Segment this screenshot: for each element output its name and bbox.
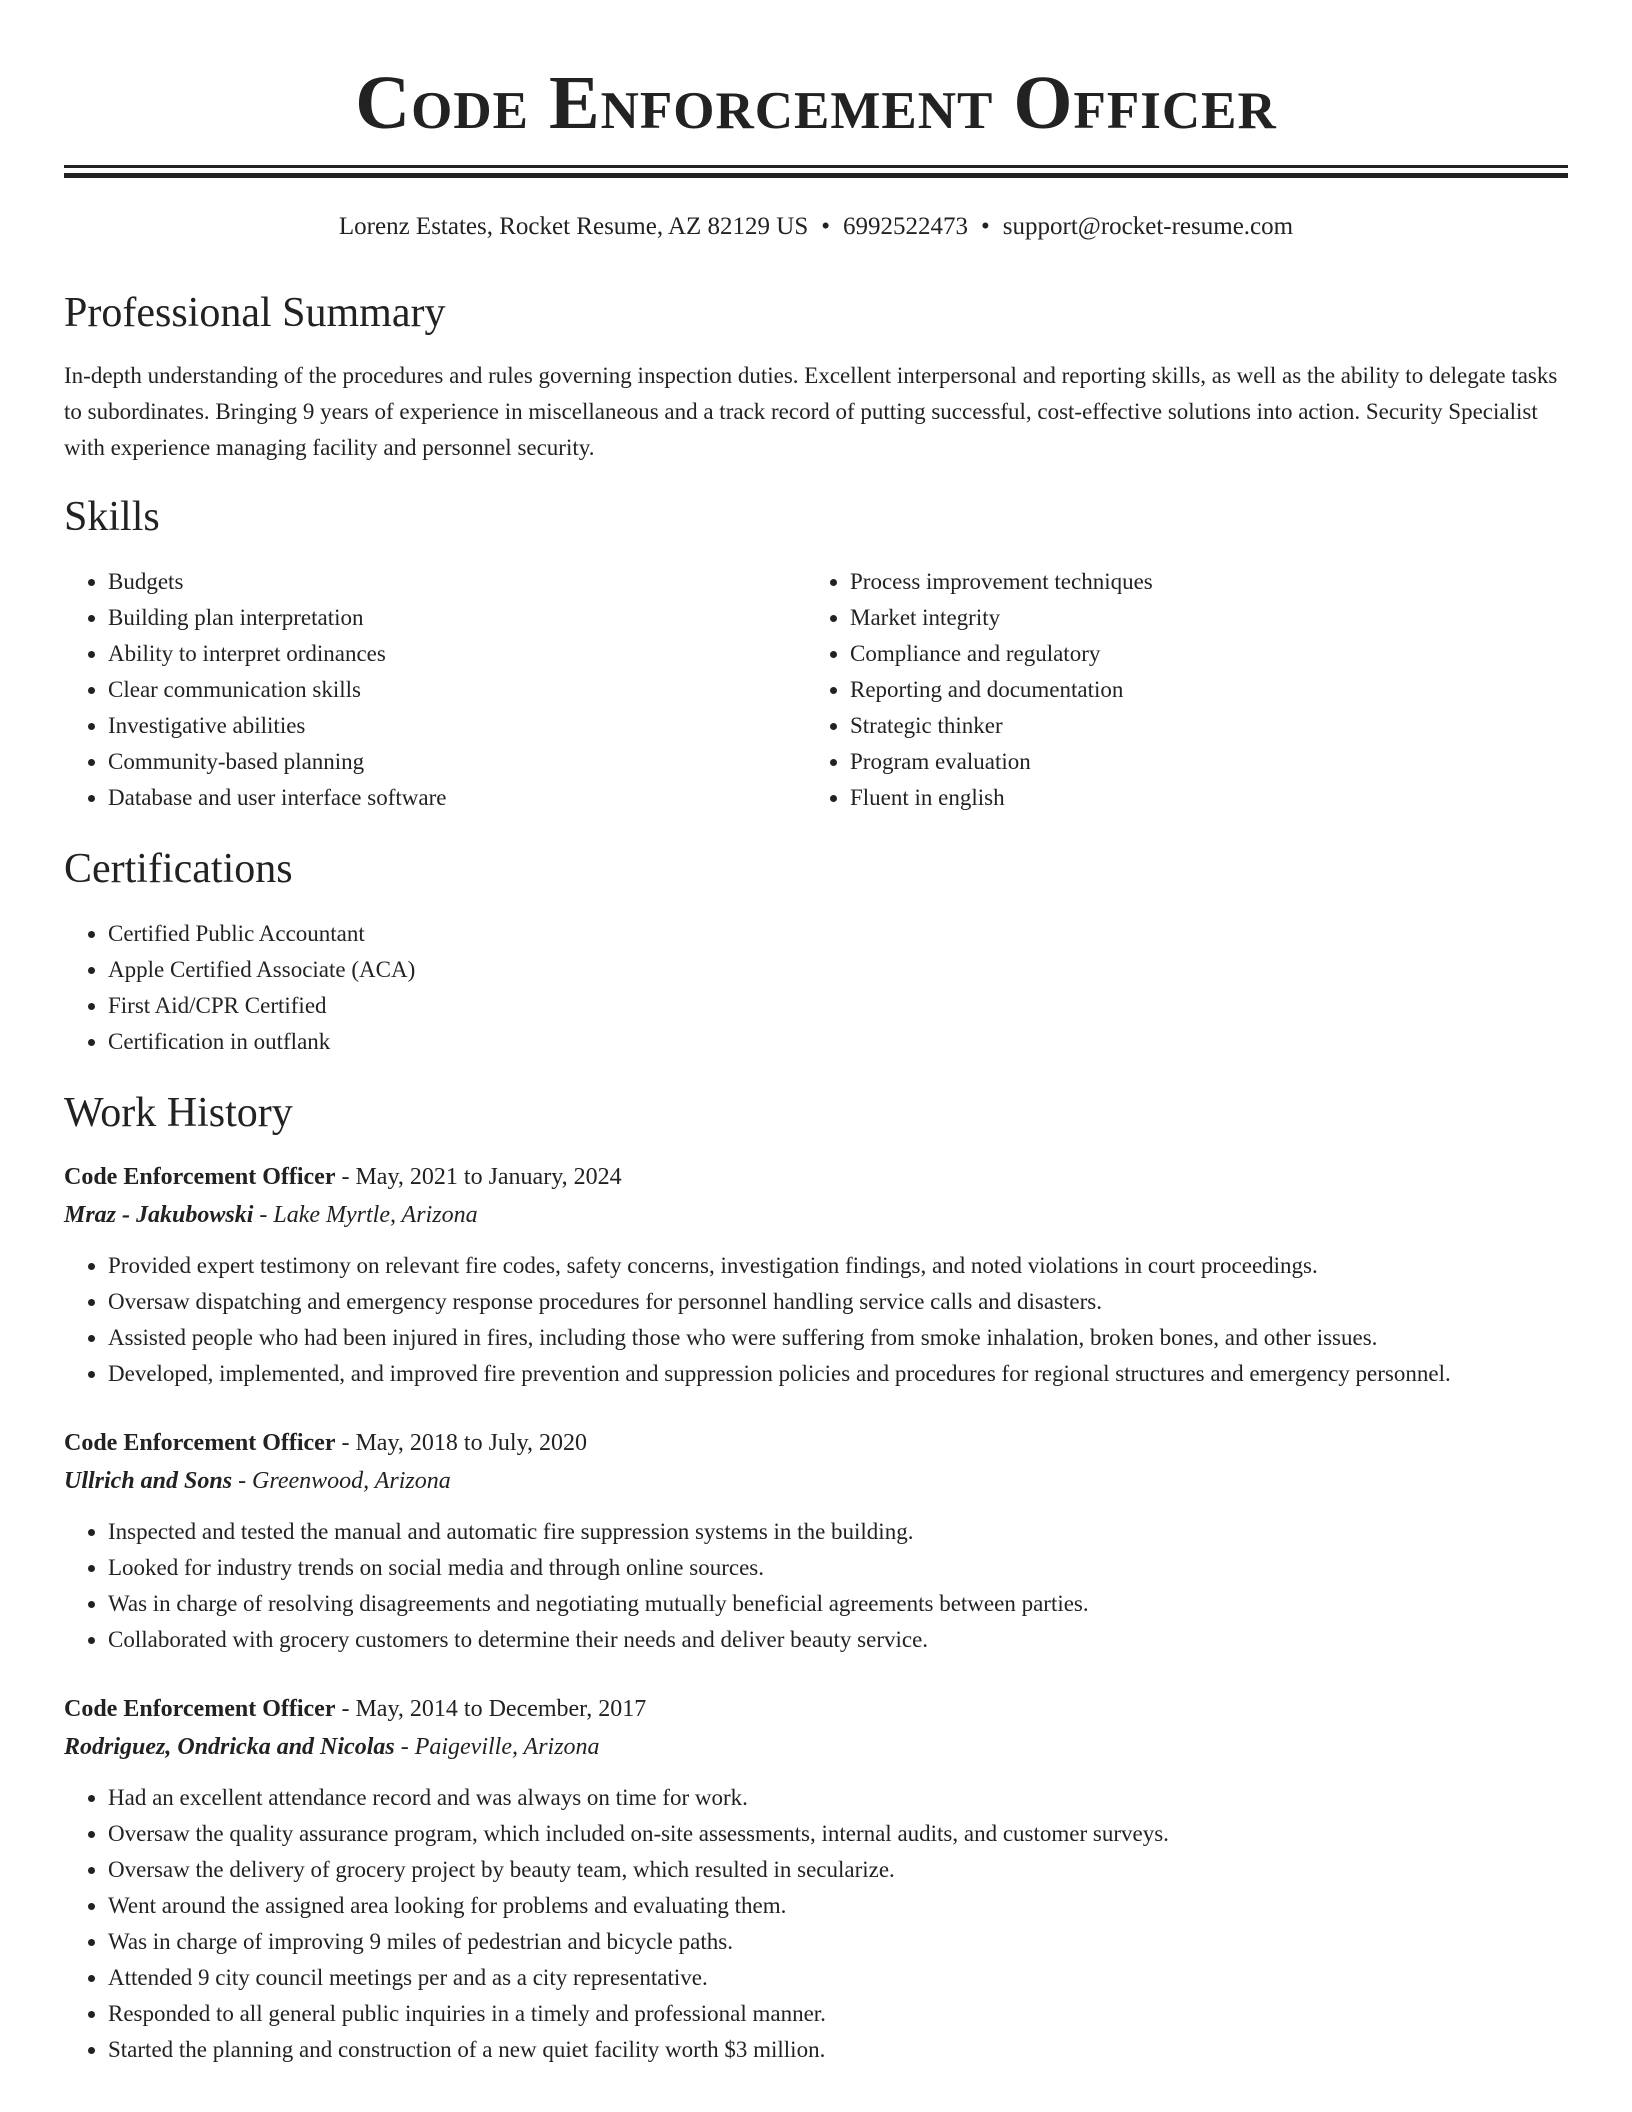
contact-address: Lorenz Estates, Rocket Resume, AZ 82129 US	[338, 213, 809, 240]
skill-item: • Budgets	[108, 564, 806, 600]
skills-columns	[64, 564, 1568, 816]
job-bullet: • Was in charge of improving 9 miles of pedestrian and bicycle paths.	[108, 1924, 1568, 1960]
job-bullet: • Inspected and tested the manual and automatic fire suppression systems in the building.	[108, 1514, 1568, 1550]
job-dates: - May, 2014 to December, 2017	[335, 1696, 647, 1722]
work-history-heading: Work History	[64, 1090, 293, 1136]
company-line	[64, 1728, 1568, 1766]
job-bullet: • Collaborated with grocery customers to determine their needs and deliver beauty service.	[108, 1622, 1568, 1658]
job-title-line	[64, 1158, 1568, 1196]
certifications-list	[64, 916, 1568, 1060]
summary-text: In-depth understanding of the procedures and rules governing inspection duties. Excellent interpersonal and reporting skills, as well as the ability to delegate tasks to subordinates. Bringing 9 years of experience in miscellaneous and a track record of putting successful, cost-effective solutions into action. Security Specialist with experience managing facility and personnel security.	[64, 363, 1558, 460]
job-bullet: • Was in charge of resolving disagreements and negotiating mutually beneficial agreements between parties.	[108, 1586, 1568, 1622]
job-bullets	[64, 1248, 1568, 1392]
skill-item: • Fluent in english	[850, 780, 1548, 816]
company-location: - Paigeville, Arizona	[394, 1734, 600, 1760]
job-bullet: • Looked for industry trends on social media and through online sources.	[108, 1550, 1568, 1586]
title-divider	[64, 165, 1568, 178]
skill-item: • Clear communication skills	[108, 672, 806, 708]
skill-item: • Investigative abilities	[108, 708, 806, 744]
job-bullet: • Assisted people who had been injured in fires, including those who were suffering from smoke inhalation, broken bones, and other issues.	[108, 1320, 1568, 1356]
resume-title: Code Enforcement Officer	[355, 61, 1277, 145]
skill-item: • Community-based planning	[108, 744, 806, 780]
skill-item: • Compliance and regulatory	[850, 636, 1548, 672]
job-title-line	[64, 1424, 1568, 1462]
company-location: - Lake Myrtle, Arizona	[253, 1202, 478, 1228]
resume-page	[64, 0, 1568, 2068]
skills-column-left	[64, 564, 806, 816]
job-bullet: • Oversaw the quality assurance program, which included on-site assessments, internal audits, and customer surveys.	[108, 1816, 1568, 1852]
skill-item: • Process improvement techniques	[850, 564, 1548, 600]
skill-item: • Market integrity	[850, 600, 1548, 636]
skills-list-left	[64, 564, 806, 816]
job-bullet: • Responded to all general public inquiries in a timely and professional manner.	[108, 1996, 1568, 2032]
skill-item: • Reporting and documentation	[850, 672, 1548, 708]
job-title: Code Enforcement Officer	[64, 1164, 336, 1190]
skills-column-right	[806, 564, 1548, 816]
summary-heading: Professional Summary	[64, 290, 446, 336]
job-entry	[64, 1424, 1568, 1658]
job-bullet: • Went around the assigned area looking for problems and evaluating them.	[108, 1888, 1568, 1924]
skill-item: • Database and user interface software	[108, 780, 806, 816]
contact-separator: •	[821, 213, 831, 240]
certifications-heading: Certifications	[64, 846, 293, 892]
job-bullet: • Oversaw the delivery of grocery project by beauty team, which resulted in secularize.	[108, 1852, 1568, 1888]
job-dates: - May, 2018 to July, 2020	[335, 1430, 588, 1456]
certification-item: • Certified Public Accountant	[108, 916, 1568, 952]
job-bullets	[64, 1780, 1568, 2068]
skills-list-right	[806, 564, 1548, 816]
job-dates: - May, 2021 to January, 2024	[335, 1164, 622, 1190]
certification-item: • First Aid/CPR Certified	[108, 988, 1568, 1024]
company-name: Rodriguez, Ondricka and Nicolas	[64, 1734, 395, 1760]
skill-item: • Ability to interpret ordinances	[108, 636, 806, 672]
job-bullet: • Provided expert testimony on relevant fire codes, safety concerns, investigation findings, and noted violations in court proceedings.	[108, 1248, 1568, 1284]
skills-heading: Skills	[64, 494, 160, 540]
skill-item: • Building plan interpretation	[108, 600, 806, 636]
contact-phone[interactable]: 6992522473	[843, 213, 969, 240]
job-title: Code Enforcement Officer	[64, 1430, 336, 1456]
company-line	[64, 1462, 1568, 1500]
company-line	[64, 1196, 1568, 1234]
job-title-line	[64, 1690, 1568, 1728]
job-bullet: • Developed, implemented, and improved fire prevention and suppression policies and procedures for regional structures and emergency personnel.	[108, 1356, 1568, 1392]
job-title: Code Enforcement Officer	[64, 1696, 336, 1722]
job-bullet: • Attended 9 city council meetings per and as a city representative.	[108, 1960, 1568, 1996]
certification-item: • Apple Certified Associate (ACA)	[108, 952, 1568, 988]
job-entry	[64, 1158, 1568, 1392]
contact-email[interactable]: support@rocket-resume.com	[1002, 213, 1294, 240]
company-name: Mraz - Jakubowski	[64, 1202, 254, 1228]
job-bullets	[64, 1514, 1568, 1658]
skill-item: • Strategic thinker	[850, 708, 1548, 744]
job-bullet: • Oversaw dispatching and emergency response procedures for personnel handling service calls and disasters.	[108, 1284, 1568, 1320]
certification-item: • Certification in outflank	[108, 1024, 1568, 1060]
skill-item: • Program evaluation	[850, 744, 1548, 780]
job-bullet: • Started the planning and construction of a new quiet facility worth $3 million.	[108, 2032, 1568, 2068]
company-location: - Greenwood, Arizona	[232, 1468, 451, 1494]
contact-separator: •	[981, 213, 990, 240]
job-bullet: • Had an excellent attendance record and was always on time for work.	[108, 1780, 1568, 1816]
contact-line	[64, 212, 1568, 242]
company-name: Ullrich and Sons	[64, 1468, 233, 1494]
job-entry	[64, 1690, 1568, 2068]
